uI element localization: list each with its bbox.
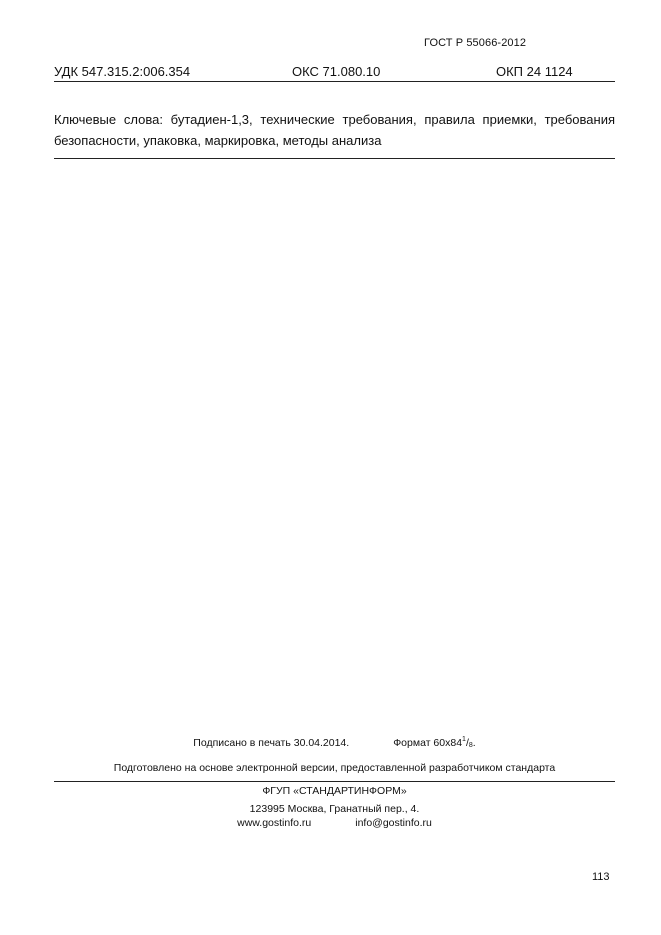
imprint-divider [54, 781, 615, 782]
format-suffix: . [472, 737, 476, 749]
signed-date: Подписано в печать 30.04.2014. [193, 737, 350, 749]
keywords-divider [54, 158, 615, 159]
format-numerator: 1 [462, 736, 466, 743]
publisher-contacts [54, 817, 615, 829]
paper-format: Формат $60x84^1/_8$. [393, 736, 476, 749]
format-denominator: 8 [468, 742, 473, 749]
oks-code: ОКС 71.080.10 [292, 64, 381, 79]
format-prefix: Формат 60x84 [393, 737, 463, 749]
standard-code: ГОСТ Р 55066-2012 [424, 37, 527, 49]
keywords-paragraph: Ключевые слова: бутадиен-1,3, технические требования, правила приемки, требования безопасности, упаковка, маркировка, методы анализа [54, 112, 615, 148]
udk-code: УДК 547.315.2:006.354 [54, 64, 191, 79]
page-number: 113 [592, 871, 610, 883]
okp-code: ОКП 24 1124 [496, 64, 573, 79]
classification-divider [54, 81, 615, 82]
website-link[interactable]: www.gostinfo.ru [237, 817, 312, 829]
publisher-address: 123995 Москва, Гранатный пер., 4. [249, 803, 420, 815]
prepared-note: Подготовлено на основе электронной версии, предоставленной разработчиком стандарта [113, 762, 556, 774]
publisher-name: ФГУП «СТАНДАРТИНФОРМ» [262, 785, 407, 797]
email-link[interactable]: info@gostinfo.ru [355, 817, 432, 829]
imprint-signed-line [54, 736, 615, 749]
